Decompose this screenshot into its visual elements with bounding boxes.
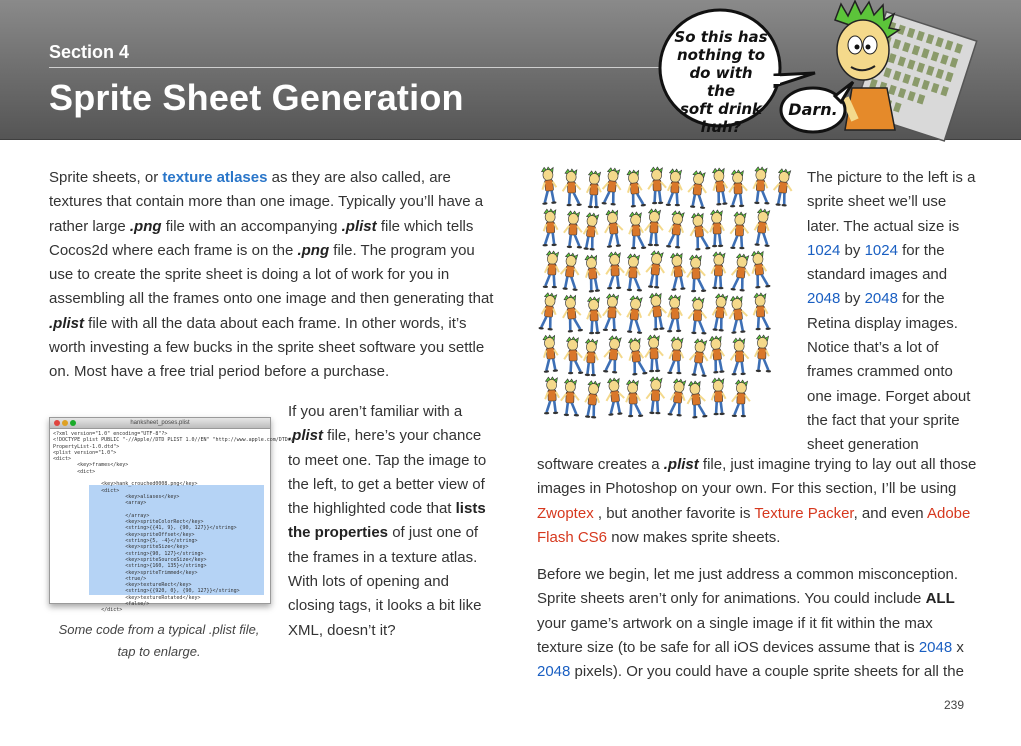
sprite-frame-icon bbox=[686, 255, 706, 293]
code-line: <string>{{920, 0}, {90, 127}}</string> bbox=[53, 588, 240, 595]
sprite-frame-icon bbox=[666, 210, 685, 249]
text-span: by bbox=[840, 241, 865, 259]
sprite-frame-icon bbox=[753, 293, 771, 331]
sprite-frame-icon bbox=[604, 377, 626, 416]
sprite-frame-icon bbox=[559, 252, 581, 291]
window-title: hanksheet_poses.plist bbox=[130, 420, 190, 426]
sprite-frame-icon bbox=[603, 335, 625, 374]
text-span: file, here’s your chance to meet one. Tap the image to the left, to get a better view of the highlighted code that bbox=[288, 427, 487, 518]
bubble-line: soft drink bbox=[679, 100, 763, 118]
sprite-frame-icon bbox=[772, 168, 794, 207]
close-dot-icon bbox=[54, 420, 60, 426]
intro-paragraph bbox=[49, 166, 494, 385]
texture-atlases-link[interactable]: texture atlases bbox=[162, 169, 268, 186]
code-line: <string>{160, 135}</string> bbox=[53, 563, 207, 570]
speech-bubble-text bbox=[673, 28, 769, 136]
sprite-frame-icon bbox=[602, 294, 621, 332]
text-span: , and even bbox=[853, 504, 927, 522]
text-span: file, just imagine trying to lay out all those images in Photoshop on your own. For this section, I’ll be using bbox=[537, 456, 977, 498]
sprite-frame-icon bbox=[625, 254, 643, 292]
code-line: PropertyList-1.0.dtd"> bbox=[53, 443, 120, 450]
bubble-line: huh? bbox=[700, 118, 742, 136]
sprite-frame-icon bbox=[543, 251, 560, 289]
plist-term: .plist bbox=[341, 217, 377, 235]
code-line: <key>textureRotated</key> bbox=[53, 594, 201, 601]
code-line: <string>{{41, 9}, {90, 127}}</string> bbox=[53, 525, 237, 532]
image-caption: Some code from a typical .plist file, tap to enlarge. bbox=[58, 622, 260, 659]
sprite-frame-icon bbox=[711, 167, 729, 205]
sprite-frame-icon bbox=[645, 250, 667, 289]
sprite-frame-icon bbox=[647, 167, 666, 205]
page-title: Sprite Sheet Generation bbox=[49, 77, 464, 118]
sprite-frame-icon bbox=[540, 334, 559, 373]
sprite-frame-icon bbox=[711, 378, 726, 416]
sprite-frame-icon bbox=[562, 169, 582, 207]
sprite-frame-icon bbox=[586, 171, 601, 209]
png-term: .png bbox=[297, 241, 330, 259]
texture-packer-link[interactable]: Texture Packer bbox=[754, 504, 854, 522]
sprite-frame-icon bbox=[688, 212, 710, 251]
sprite-frame-icon bbox=[563, 337, 583, 375]
code-line: <?xml version="1.0" encoding="UTF-8"?> bbox=[53, 431, 168, 437]
text-span: If you aren’t familiar with a bbox=[288, 403, 463, 420]
text-span: , but another favorite is bbox=[593, 504, 755, 522]
sprite-sheet-description bbox=[807, 166, 977, 458]
sprite-frame-icon bbox=[667, 378, 686, 417]
code-line: <key>hank_crouched0008.png</key> bbox=[53, 481, 198, 488]
code-line: <key>spriteColorRect</key> bbox=[53, 519, 204, 526]
sprite-frame-icon bbox=[685, 380, 707, 419]
sprite-frame-icon bbox=[561, 294, 583, 333]
section-header bbox=[0, 0, 1021, 140]
header-divider bbox=[49, 67, 689, 68]
code-line: <key>spriteTrimmed</key> bbox=[53, 569, 198, 576]
size-number: 2048 bbox=[864, 290, 898, 308]
sprite-frame-icon bbox=[584, 254, 602, 292]
code-line: <dict> bbox=[53, 456, 72, 463]
sprite-frame-icon bbox=[667, 337, 684, 375]
text-span: software creates a bbox=[537, 456, 664, 473]
code-line: <true/> bbox=[53, 575, 147, 582]
code-line: <key>frames</key> bbox=[53, 462, 129, 469]
sprite-frame-icon bbox=[666, 169, 683, 207]
sprite-frame-icon bbox=[538, 292, 557, 331]
sprite-frame-icon bbox=[666, 295, 683, 333]
size-number: 1024 bbox=[864, 241, 898, 259]
text-span: for the Retina display images. Notice that’s a lot of frames crammed onto one image. Forget about the fact that your sprite sheet generation bbox=[807, 290, 971, 454]
sprite-frame-icon bbox=[539, 166, 558, 205]
code-line: <key>spriteSize</key> bbox=[53, 544, 189, 551]
size-number: 2048 bbox=[807, 290, 841, 308]
sprite-frame-icon bbox=[711, 293, 729, 331]
sprite-frame-icon bbox=[628, 212, 646, 250]
text-span: Sprite sheets, or bbox=[49, 169, 163, 186]
text-span: file with an accompanying bbox=[161, 217, 342, 235]
size-number: 2048 bbox=[918, 638, 953, 656]
sprite-frame-icon bbox=[708, 335, 726, 373]
sprite-frame-icon bbox=[582, 212, 600, 250]
sprite-frame-icon bbox=[668, 252, 687, 291]
code-line: </array> bbox=[53, 512, 150, 519]
plist-term: .plist bbox=[49, 314, 85, 332]
text-span: file which tells Cocos2d where each frame is on the bbox=[49, 217, 474, 259]
window-titlebar bbox=[50, 418, 270, 429]
sprite-frame-icon bbox=[711, 252, 726, 290]
zwoptex-link[interactable]: Zwoptex bbox=[537, 504, 594, 522]
text-span: your game’s artwork on a single image if it fit within the max texture size (to be safe for all iOS devices assume that is bbox=[537, 614, 933, 656]
sprite-sheet-image[interactable] bbox=[537, 163, 799, 429]
zoom-dot-icon bbox=[70, 420, 76, 426]
text-span: pixels). Or you could have a couple sprite sheets for all the bbox=[570, 663, 964, 681]
sprite-frame-icon bbox=[627, 337, 647, 376]
sprite-frame-icon bbox=[688, 297, 708, 335]
sprite-frame-icon bbox=[731, 380, 750, 418]
sprite-frame-icon bbox=[646, 377, 665, 415]
sprite-frame-icon bbox=[754, 335, 772, 373]
minimize-dot-icon bbox=[62, 420, 68, 426]
sprite-frame-icon bbox=[750, 250, 770, 289]
sprite-frame-icon bbox=[563, 211, 583, 249]
sprite-frame-icon bbox=[728, 170, 747, 208]
code-line: <key>textureRect</key> bbox=[53, 582, 192, 589]
text-span: Before we begin, let me just address a common misconception. Sprite sheets aren’t only for animations. You could include bbox=[537, 566, 959, 608]
code-line: <key>spriteSourceSize</key> bbox=[53, 556, 207, 563]
size-number: 1024 bbox=[807, 241, 841, 259]
tools-paragraph bbox=[537, 453, 977, 550]
section-label: Section 4 bbox=[49, 42, 130, 62]
sprite-frame-icon bbox=[601, 167, 623, 206]
sprite-frame-icon bbox=[753, 167, 771, 205]
sprite-frame-icon bbox=[753, 208, 773, 247]
sprite-frame-icon bbox=[730, 212, 749, 250]
sprite-frame-icon bbox=[560, 379, 580, 417]
text-span: x bbox=[952, 638, 964, 656]
misconception-paragraph bbox=[537, 563, 977, 684]
adobe-flash-link[interactable]: Adobe Flash CS6 bbox=[537, 504, 971, 546]
plist-term: .plist bbox=[288, 427, 324, 445]
text-span: The picture to the left is a sprite sheet we’ll use later. The actual size is bbox=[807, 169, 976, 235]
bold-term: lists the properties bbox=[288, 500, 486, 542]
code-line: <!DOCTYPE plist PUBLIC "-//Apple//DTD PLIST 1.0//EN" "http://www.apple.com/DTDs/ bbox=[53, 437, 294, 444]
sprite-frame-icon bbox=[625, 380, 643, 418]
code-line: <string>{90, 127}</string> bbox=[53, 550, 204, 557]
text-span: by bbox=[840, 290, 865, 308]
sprite-frame-icon bbox=[730, 338, 749, 376]
bubble-line: nothing to bbox=[676, 46, 766, 64]
sprite-frame-icon bbox=[603, 209, 625, 248]
sprite-frame-icon bbox=[687, 170, 709, 209]
reply-bubble-text: Darn. bbox=[788, 100, 838, 119]
code-line: <false/> bbox=[53, 601, 150, 608]
code-line: <plist version="1.0"> bbox=[53, 449, 117, 456]
code-line: <dict> bbox=[53, 468, 96, 475]
sprite-frame-icon bbox=[730, 253, 752, 292]
plist-code-text bbox=[50, 429, 294, 616]
code-line: <string>{5, -4}</string> bbox=[53, 538, 198, 545]
text-span: of just one of the frames in a texture atlas. With lots of opening and closing tags, it looks a bit like XML, doesn’t it? bbox=[288, 524, 482, 639]
sprite-frame-icon bbox=[543, 377, 560, 415]
code-line: <key>aliases</key> bbox=[53, 493, 180, 500]
plist-code-image[interactable] bbox=[49, 417, 294, 614]
code-line: <array> bbox=[53, 500, 147, 507]
sprite-frame-icon bbox=[644, 209, 663, 247]
sprite-frame-icon bbox=[727, 295, 749, 334]
text-span: file with all the data about each frame. In other words, it’s worth investing a few bucks in the sprite sheet software you settle on. Most have a free trial period before a purchase. bbox=[49, 314, 485, 381]
all-term: ALL bbox=[925, 590, 955, 608]
text-span: for the standard images and bbox=[807, 241, 948, 284]
page-number: 239 bbox=[944, 698, 965, 712]
sprite-frame-icon bbox=[626, 295, 646, 334]
plist-explanation-paragraph bbox=[288, 400, 493, 643]
text-span: as they are also called, are textures that contain more than one image. Typically you’ll have a rather large bbox=[49, 169, 484, 235]
cartoon-illustration bbox=[655, 0, 975, 139]
sprite-frame-icon bbox=[584, 380, 602, 418]
code-line: <key>spriteOffset</key> bbox=[53, 531, 195, 538]
code-line: <dict> bbox=[53, 487, 120, 494]
sprite-frame-icon bbox=[709, 210, 724, 248]
sprite-frame-icon bbox=[583, 339, 598, 377]
png-term: .png bbox=[129, 217, 162, 235]
size-number: 2048 bbox=[537, 663, 571, 681]
text-span: now makes sprite sheets. bbox=[607, 528, 781, 546]
text-span: file. The program you use to create the sprite sheet is doing a lot of work for you in assembling all the frames onto one image and then generating that bbox=[49, 241, 494, 308]
sprite-frame-icon bbox=[541, 209, 558, 247]
plist-term: .plist bbox=[663, 456, 699, 473]
sprite-frame-icon bbox=[646, 292, 668, 331]
sprite-frame-icon bbox=[626, 169, 646, 208]
sprite-frame-icon bbox=[586, 297, 601, 335]
bubble-line: do with the bbox=[689, 64, 753, 100]
code-line: </dict> bbox=[53, 607, 123, 614]
sprite-frame-icon bbox=[605, 252, 624, 290]
sprite-frame-icon bbox=[644, 335, 663, 373]
sprite-frame-icon bbox=[688, 338, 710, 377]
bubble-line: So this has bbox=[674, 28, 768, 46]
